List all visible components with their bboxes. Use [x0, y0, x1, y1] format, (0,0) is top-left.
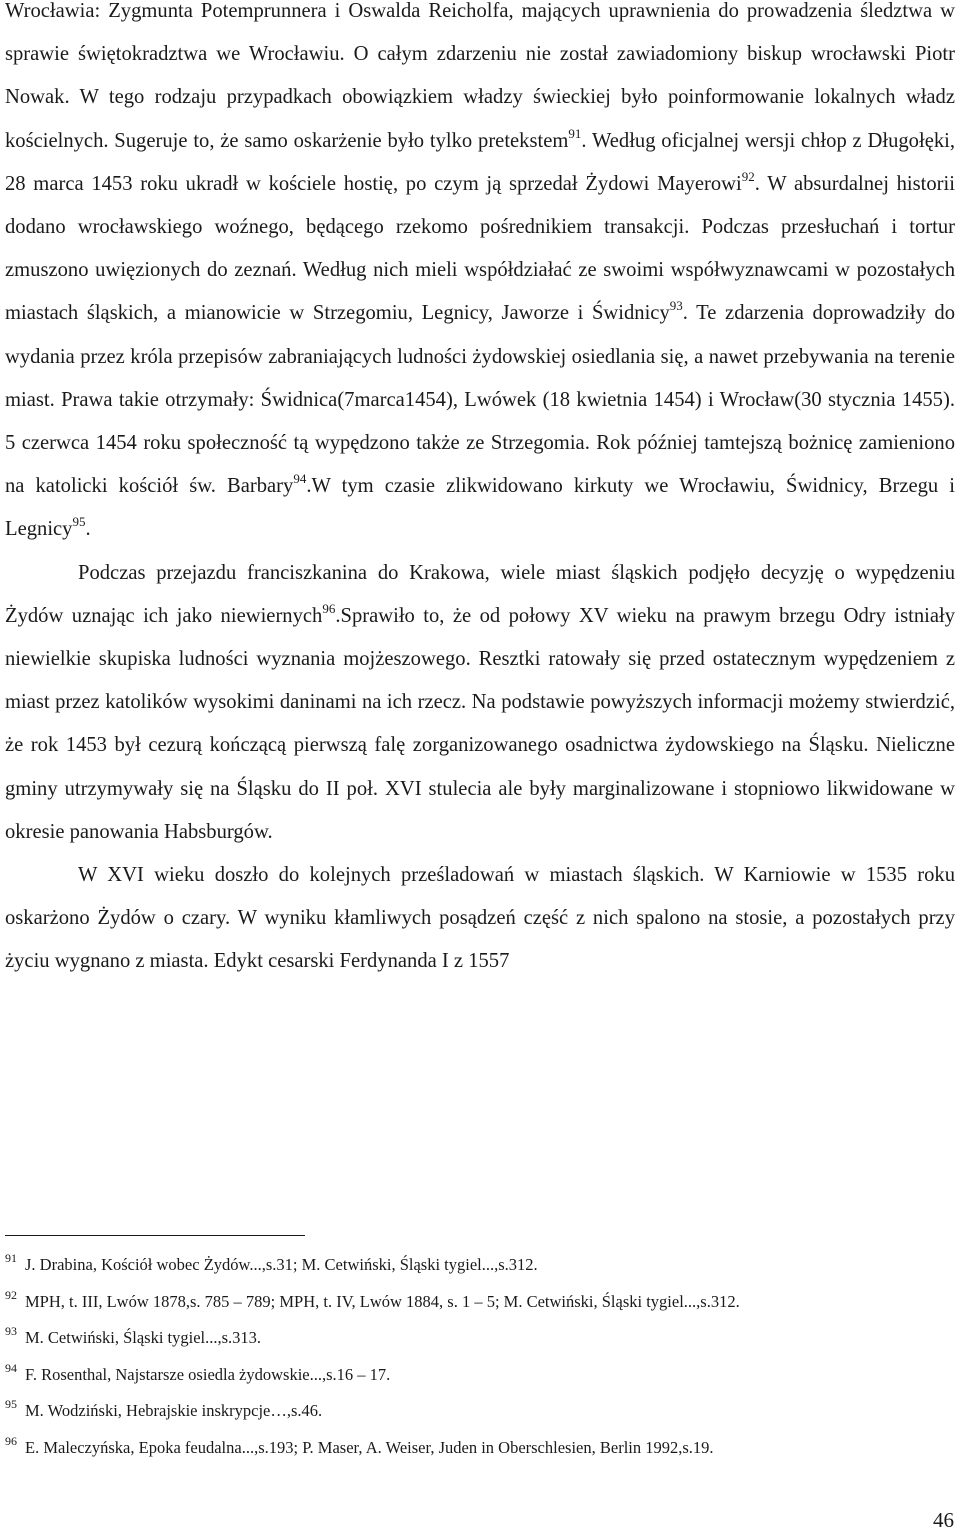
text-run: . Te zdarzenia doprowadziły do wydania przez króla przepisów zabraniających ludności żydowskiej osiedlania się, a nawet przebywania na terenie miast. Prawa takie otrzymały: Świdnica(7marca1454), Lwówek (18 kwietnia 1454) i Wrocław(30 stycznia 1455). 5 czerwca 1454 roku społeczność tą wypędzono także ze Strzegomia. Rok później tamtejszą bożnicę zamieniono na katolicki kościół św. Barbary [5, 302, 956, 498]
paragraph-3 [5, 854, 955, 984]
text-run: W XVI wieku doszło do kolejnych prześladowań w miastach śląskich. W Karniowie w 1535 roku oskarżono Żydów o czary. W wyniku kłamliwych posądzeń część z nich spalono na stosie, a pozostałych przy życiu wygnano z miasta. Edykt cesarski Ferdynanda I z 1557 [5, 864, 955, 973]
footnote-text: M. Cetwiński, Śląski tygiel...,s.313. [25, 1328, 262, 1348]
footnote-text: M. Wodziński, Hebrajskie inskrypcje…,s.46. [25, 1401, 323, 1421]
footnote-text: F. Rosenthal, Najstarsze osiedla żydowskie...,s.16 – 17. [25, 1364, 391, 1384]
footnote-92 [5, 1284, 955, 1321]
footnote-ref: 96 [322, 600, 336, 616]
text-run: Wrocławia: Zygmunta Potemprunnera i Oswalda Reicholfa, mających uprawnienia do prowadzenia śledztwa w sprawie świętokradztwa we Wrocławiu. O całym zdarzeniu nie został zawiadomiony biskup wrocławski Piotr Nowak. W tego rodzaju przypadkach obowiązkiem władzy świeckiej było poinformowanie lokalnych władz kościelnych. Sugeruje to, że samo oskarżenie było tylko pretekstem [5, 0, 955, 152]
footnote-number: 91 [5, 1251, 17, 1265]
text-run: . Według oficjalnej wersji chłop z Długołęki, 28 marca 1453 roku ukradł w kościele hostię, po czym ją sprzedał Żydowi Mayerowi [5, 129, 956, 195]
footnote-separator [5, 1235, 305, 1236]
footnote-number: 93 [5, 1324, 17, 1339]
footnote-ref: 93 [669, 298, 683, 314]
footnote-ref: 95 [72, 514, 86, 530]
footnote-text: MPH, t. III, Lwów 1878,s. 785 – 789; MPH, t. IV, Lwów 1884, s. 1 – 5; M. Cetwiński, Śląski tygiel...,s.312. [25, 1291, 740, 1311]
footnote-text: E. Maleczyńska, Epoka feudalna...,s.193; P. Maser, A. Weiser, Juden in Oberschlesien, Berlin 1992,s.19. [25, 1437, 714, 1457]
text-run: Podczas przejazdu franciszkanina do Krakowa, wiele miast śląskich podjęło decyzję o wypędzeniu Żydów uznając ich jako niewiernych [5, 561, 955, 627]
page-number: 46 [933, 1508, 954, 1532]
footnote-91 [5, 1247, 955, 1284]
footnote-number: 94 [5, 1360, 17, 1375]
footnote-number: 95 [5, 1397, 17, 1412]
main-text [5, 0, 955, 984]
footnote-number: 96 [5, 1433, 17, 1448]
text-run: .Sprawiło to, że od połowy XV wieku na prawym brzegu Odry istniały niewielkie skupiska ludności wyznania mojżeszowego. Resztki ratowały się przed ostatecznym wypędzeniem z miast przez katolików wysokimi daninami na ich rzecz. Na podstawie powyższych informacji możemy stwierdzić, że rok 1453 był cezurą kończącą pierwszą falę zorganizowanego osadnictwa żydowskiego na Śląsku. Nieliczne gminy utrzymywały się na Śląsku do II poł. XVI stulecia ale były marginalizowane i stopniowo likwidowane w okresie panowania Habsburgów. [5, 604, 955, 843]
text-run: .W tym czasie zlikwidowano kirkuty we Wrocławiu, Świdnicy, Brzegu i Legnicy [5, 475, 955, 541]
footnote-96 [5, 1430, 955, 1467]
paragraph-1 [5, 0, 955, 552]
footnotes [5, 1247, 955, 1467]
text-run: . [85, 518, 91, 541]
text-run: . W absurdalnej historii dodano wrocławskiego woźnego, będącego rzekomo pośrednikiem transakcji. Podczas przesłuchań i tortur zmuszono uwięzionych do zeznań. Według nich mieli współdziałać ze swoimi współwyznawcami w pozostałych miastach śląskich, a mianowicie w Strzegomiu, Legnicy, Jaworze i Świdnicy [5, 172, 955, 325]
footnote-93 [5, 1320, 955, 1357]
paragraph-2 [5, 552, 955, 854]
footnote-94 [5, 1357, 955, 1394]
footnote-text: J. Drabina, Kościół wobec Żydów...,s.31; M. Cetwiński, Śląski tygiel...,s.312. [25, 1255, 538, 1274]
footnote-number: 92 [5, 1287, 17, 1302]
footnote-ref: 94 [293, 471, 307, 487]
footnote-ref: 91 [568, 125, 582, 141]
footnote-95 [5, 1393, 955, 1430]
footnote-ref: 92 [741, 168, 755, 184]
